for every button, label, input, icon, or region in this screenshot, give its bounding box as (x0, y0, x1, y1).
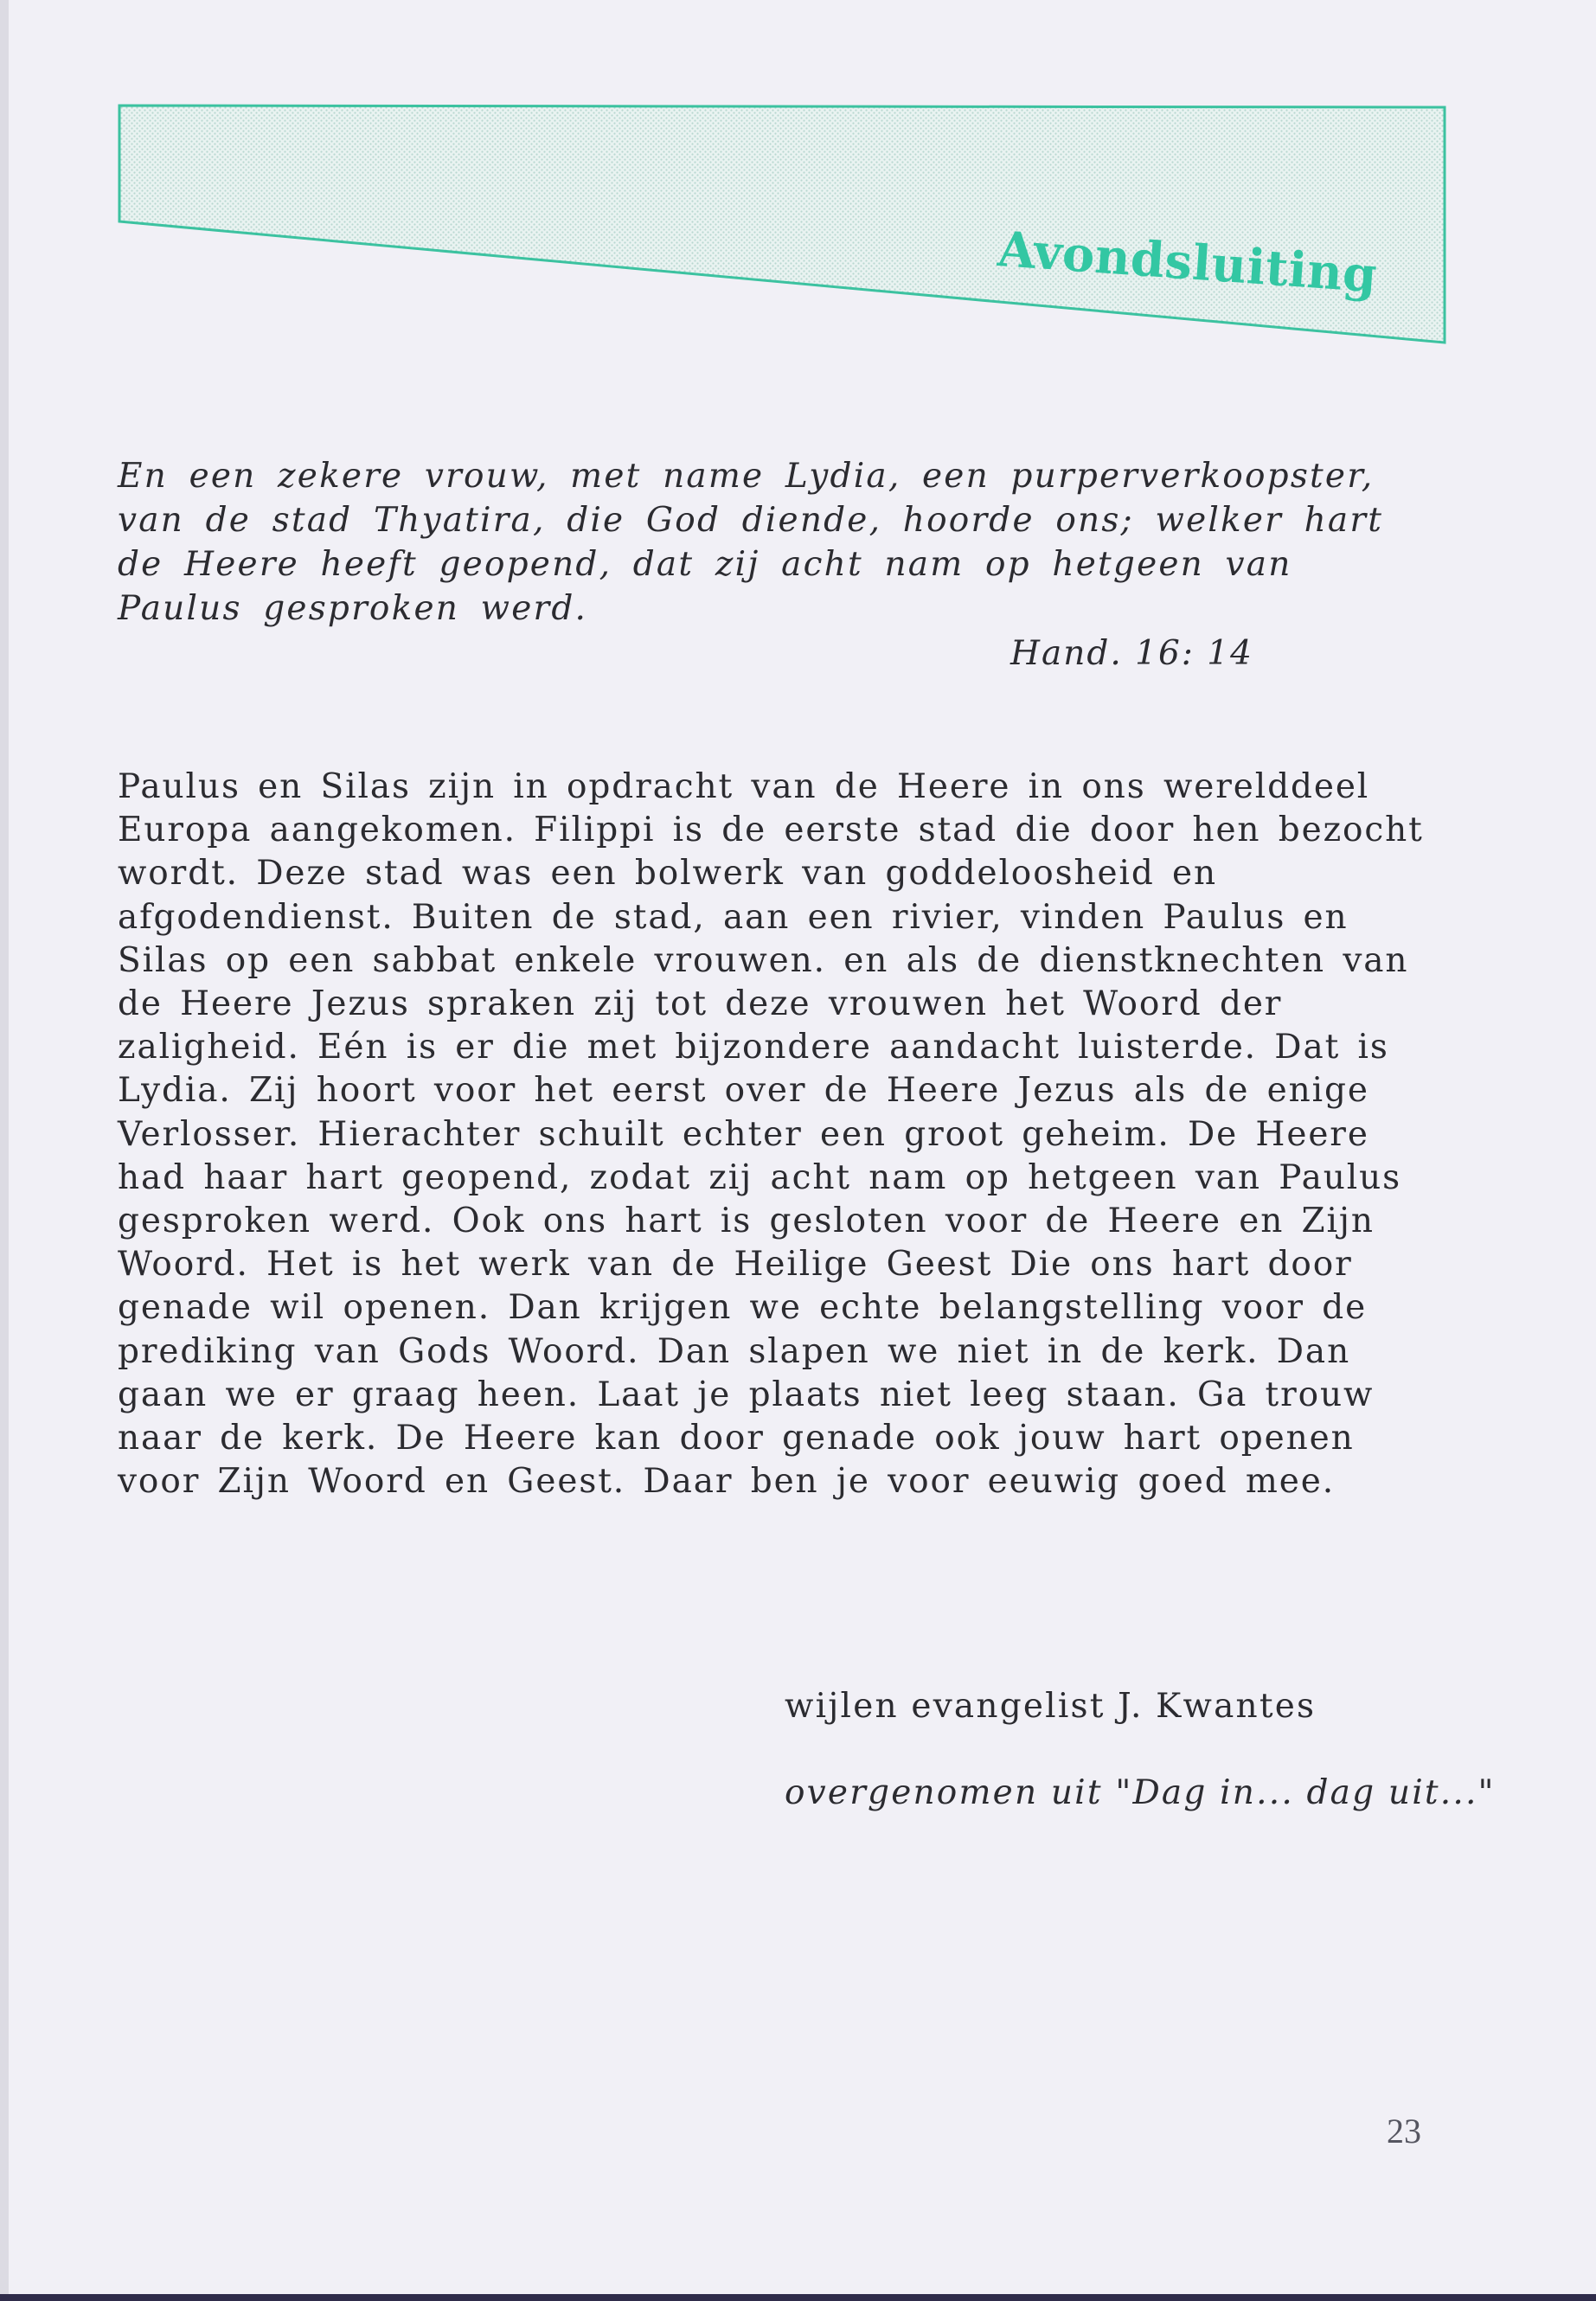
page-left-edge (0, 0, 9, 2301)
page-number: 23 (1387, 2112, 1421, 2150)
banner-shape (118, 104, 1446, 346)
author-credit: wijlen evangelist J. Kwantes (785, 1687, 1317, 1726)
header-banner (118, 104, 1446, 346)
source-credit: overgenomen uit "Dag in... dag uit..." (785, 1773, 1496, 1812)
bible-quote: En een zekere vrouw, met name Lydia, een purperverkoopster, van de stad Thyatira, die God diende, hoorde ons; welker hart de Heere heeft geopend, dat zij acht nam op hetgeen van Paulus gesproken werd. (118, 457, 1384, 628)
page-bottom-edge (0, 2294, 1596, 2301)
meditation-text: Paulus en Silas zijn in opdracht van de Heere in ons werelddeel Europa aangekomen. Filippi is de eerste stad die door hen bezocht wordt. Deze stad was een bolwerk van goddeloosheid en afgodendienst. Buiten de stad, aan een rivier, vinden Paulus en Silas op een sabbat enkele vrouwen. en als de dienstknechten van de Heere Jezus spraken zij tot deze vrouwen het Woord der zaligheid. Eén is er die met bijzondere aandacht luisterde. Dat is Lydia. Zij hoort voor het eerst over de Heere Jezus als de enige Verlosser. Hierachter schuilt echter een groot geheim. De Heere had haar hart geopend, zodat zij acht nam op hetgeen van Paulus gesproken werd. Ook ons hart is gesloten voor de Heere en Zijn Woord. Het is het werk van de Heilige Geest Die ons hart door genade wil openen. Dan krijgen we echte belangstelling voor de prediking van Gods Woord. Dan slapen we niet in de kerk. Dan gaan we er graag heen. Laat je plaats niet leeg staan. Ga trouw naar de kerk. De Heere kan door genade ook jouw hart openen voor Zijn Woord en Geest. Daar ben je voor eeuwig goed mee. (118, 767, 1424, 1502)
bible-reference: Hand. 16: 14 (1010, 634, 1253, 673)
page-title: Avondsluiting (996, 221, 1380, 304)
